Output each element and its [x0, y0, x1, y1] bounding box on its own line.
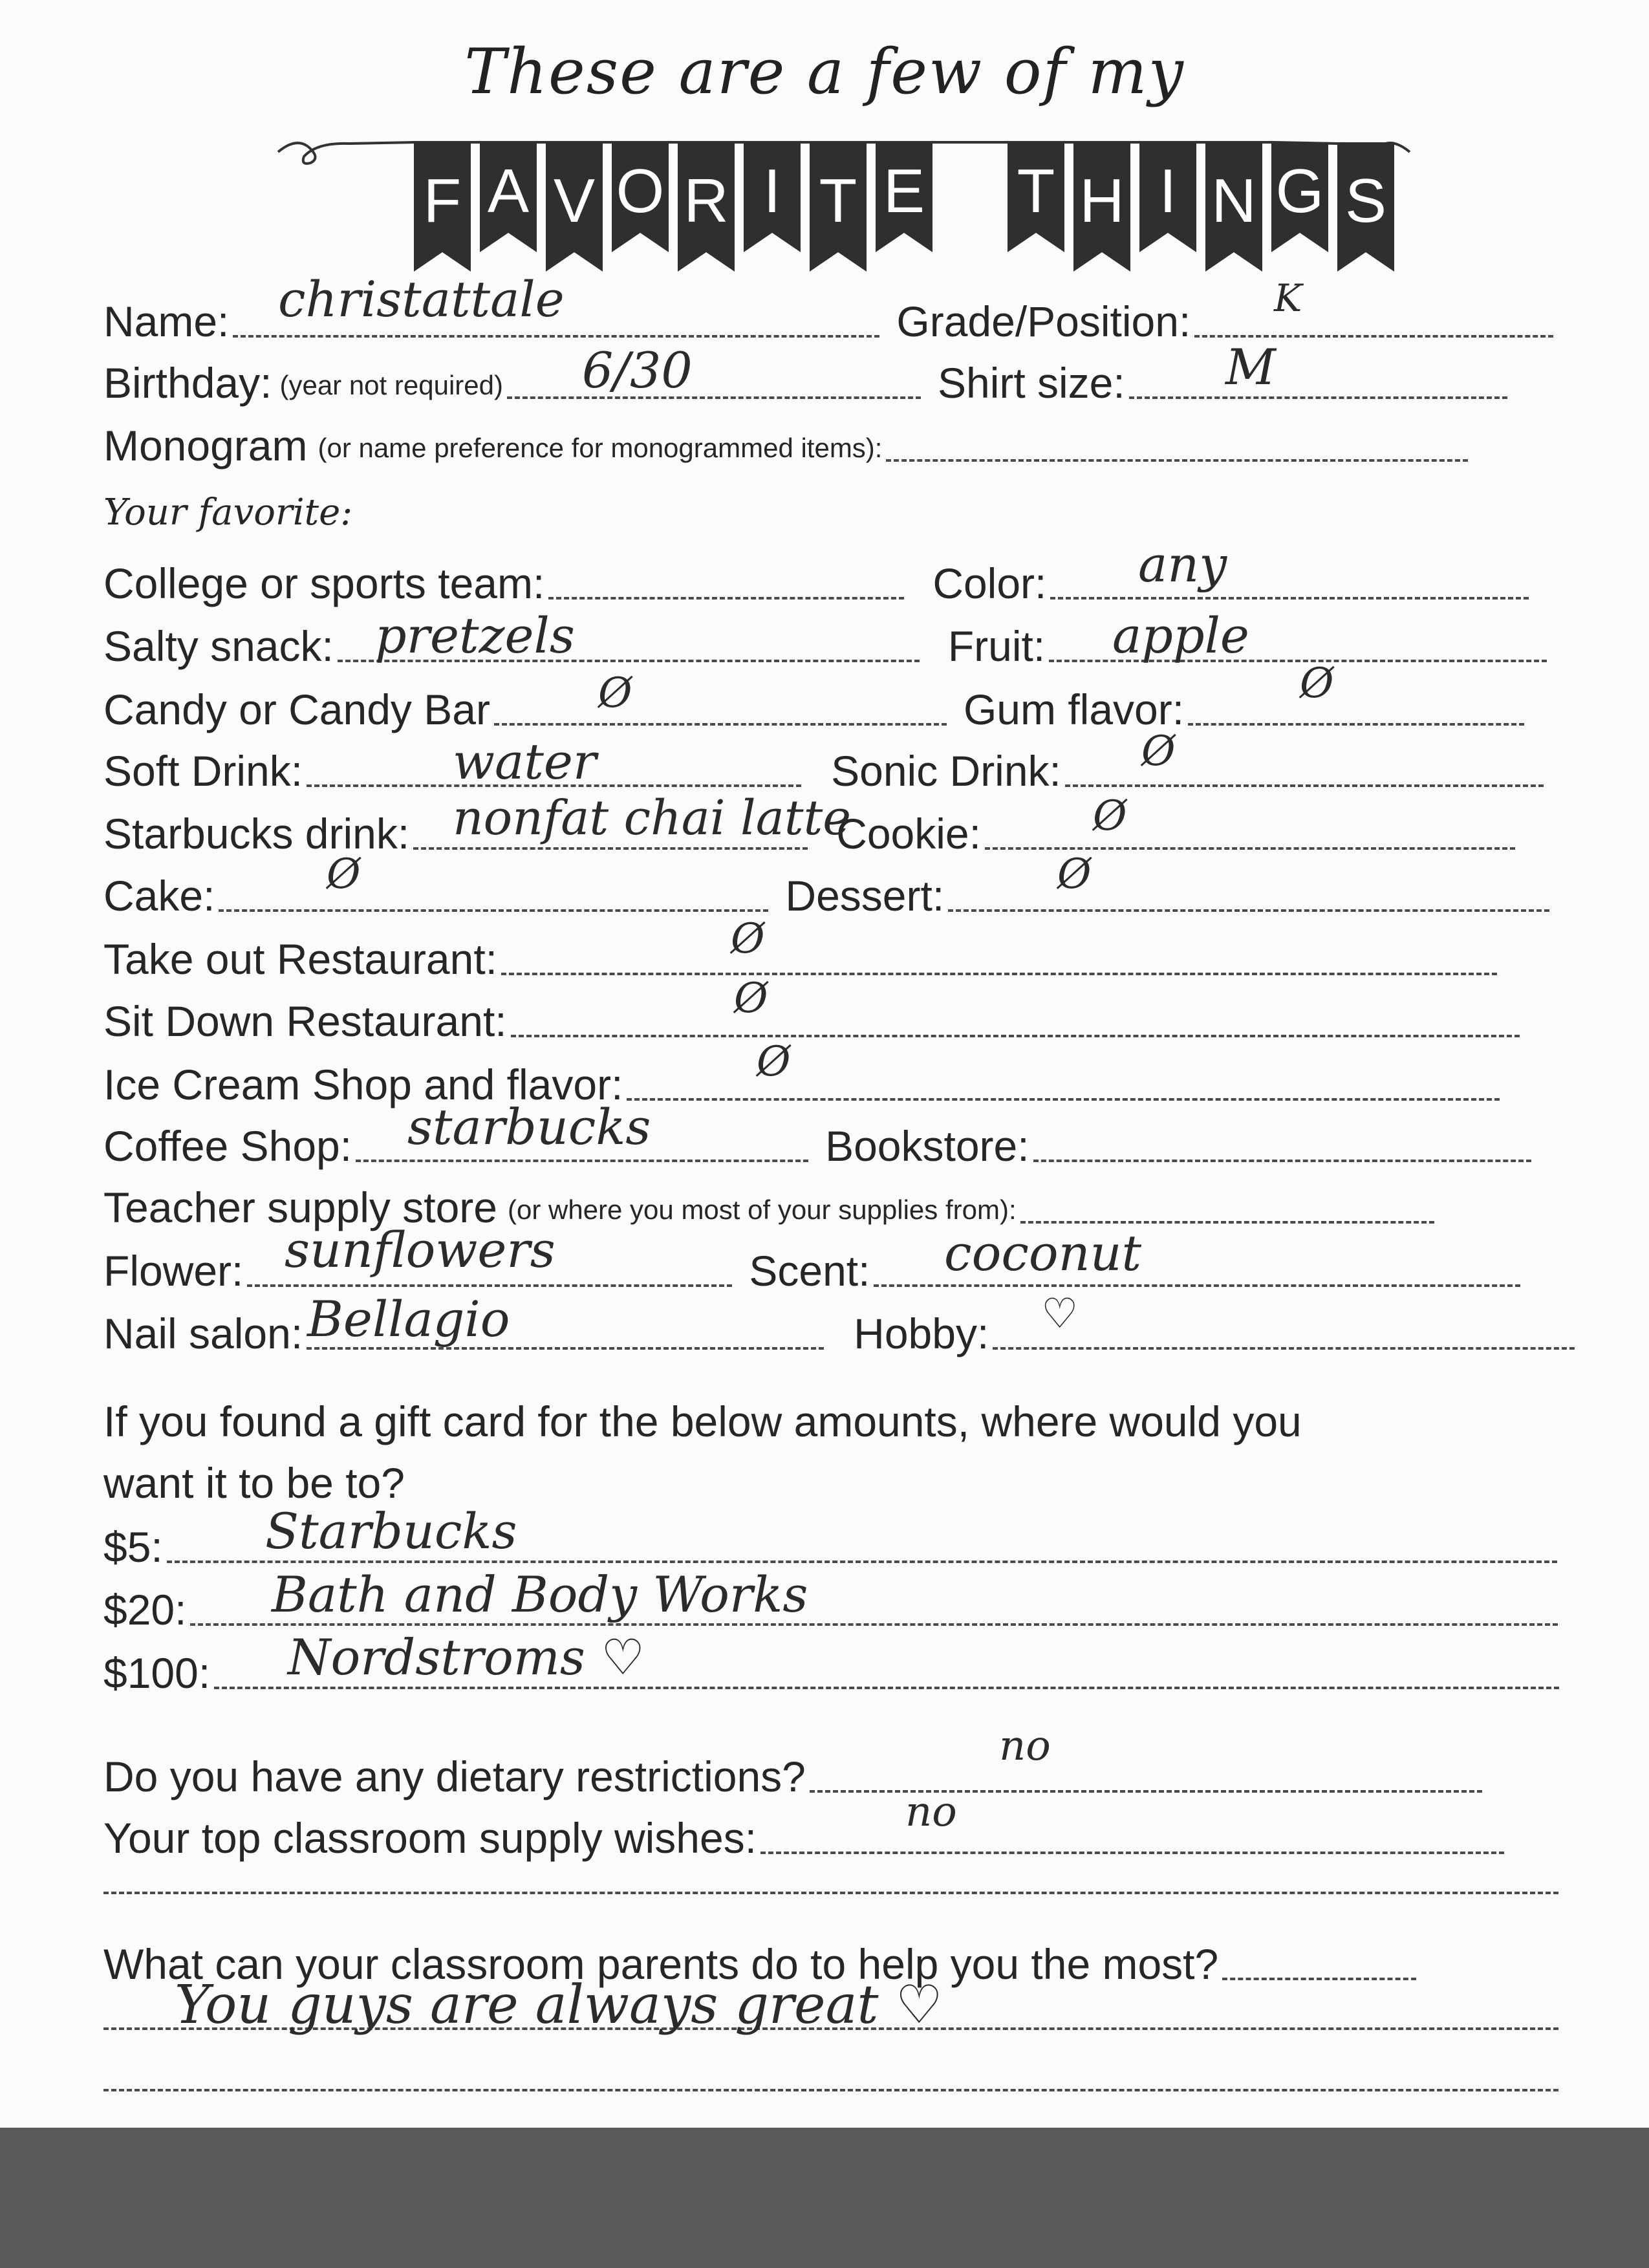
parents-label: What can your classroom parents do to help you the most?	[103, 1940, 1219, 1988]
row-coffee	[103, 1109, 1584, 1170]
banner-letter: T	[819, 166, 857, 235]
banner-letter: I	[763, 157, 781, 226]
grade-label: Grade/Position:	[896, 297, 1191, 345]
gift-5-value: Starbucks	[265, 1502, 517, 1560]
row-team	[103, 546, 1584, 605]
cake-input[interactable]	[219, 909, 768, 912]
supply-input-line2[interactable]	[103, 1892, 1558, 1894]
name-value: christattale	[278, 270, 565, 328]
your-favorite-heading: Your favorite:	[103, 491, 353, 534]
cake-value: Ø	[327, 850, 361, 898]
dietary-value: no	[999, 1722, 1051, 1770]
flower-label: Flower:	[103, 1247, 244, 1295]
flower-input[interactable]	[247, 1284, 732, 1287]
parents-input-line3[interactable]	[103, 2089, 1558, 2091]
birthday-label: Birthday:	[103, 359, 272, 407]
sonic-input[interactable]	[1065, 784, 1544, 787]
bookstore-label: Bookstore:	[825, 1122, 1029, 1170]
cake-label: Cake:	[103, 872, 215, 920]
hobby-value: ♡	[1041, 1290, 1079, 1338]
shirt-input[interactable]	[1129, 396, 1507, 399]
hobby-label: Hobby:	[854, 1310, 989, 1357]
grade-input[interactable]	[1194, 335, 1553, 338]
monogram-label: Monogram	[103, 422, 308, 470]
monogram-note: (or name preference for monogrammed items):	[318, 433, 883, 463]
team-label: College or sports team:	[103, 559, 545, 607]
dietary-label: Do you have any dietary restrictions?	[103, 1753, 806, 1800]
icecream-label: Ice Cream Shop and flavor:	[103, 1061, 623, 1108]
candy-input[interactable]	[494, 723, 947, 726]
coffee-label: Coffee Shop:	[103, 1122, 352, 1170]
gum-value: Ø	[1300, 660, 1334, 707]
grade-value: K	[1274, 276, 1302, 320]
dessert-value: Ø	[1057, 850, 1092, 898]
candy-label: Candy or Candy Bar	[103, 686, 490, 733]
favorite-things-banner	[272, 129, 1416, 285]
name-label: Name:	[103, 297, 230, 345]
gift-100-value: Nordstroms ♡	[288, 1628, 645, 1686]
coffee-input[interactable]	[356, 1160, 808, 1162]
hobby-input[interactable]	[993, 1347, 1575, 1350]
color-value: any	[1138, 535, 1227, 593]
row-supply	[103, 1801, 1584, 1862]
teacher-label: Teacher supply store	[103, 1183, 497, 1231]
icecream-input[interactable]	[627, 1098, 1500, 1101]
cookie-label: Cookie:	[836, 810, 981, 858]
row-icecream	[103, 1048, 1584, 1106]
salty-value: pretzels	[375, 607, 575, 664]
scent-input[interactable]	[874, 1284, 1520, 1287]
supply-input[interactable]	[760, 1852, 1504, 1854]
gift-100-input[interactable]	[214, 1687, 1559, 1689]
birthday-value: 6/30	[582, 341, 693, 399]
gift-20-label: $20:	[103, 1586, 187, 1634]
row-salty	[103, 609, 1584, 670]
takeout-input[interactable]	[501, 973, 1497, 975]
name-input[interactable]	[233, 335, 879, 338]
banner-letter: I	[1159, 157, 1177, 226]
cookie-value: Ø	[1093, 792, 1127, 840]
fruit-label: Fruit:	[947, 622, 1046, 670]
cookie-input[interactable]	[985, 847, 1515, 850]
gift-question-line2: want it to be to?	[103, 1459, 405, 1507]
parents-input[interactable]	[1222, 1978, 1416, 1980]
monogram-input[interactable]	[886, 459, 1468, 462]
birthday-input[interactable]	[507, 396, 921, 399]
dessert-label: Dessert:	[785, 872, 945, 920]
sitdown-input[interactable]	[511, 1035, 1520, 1037]
banner-letter: N	[1211, 166, 1256, 235]
banner-letter: E	[883, 157, 925, 226]
gum-input[interactable]	[1188, 723, 1524, 726]
row-birthday	[103, 341, 1578, 407]
shirt-label: Shirt size:	[937, 359, 1125, 407]
sitdown-label: Sit Down Restaurant:	[103, 997, 507, 1045]
row-sitdown	[103, 984, 1584, 1045]
gift-question-line1: If you found a gift card for the below amounts, where would you	[103, 1398, 1302, 1445]
banner-letter: F	[423, 166, 462, 235]
banner-letter: A	[487, 157, 530, 226]
script-title: These are a few of my	[464, 36, 1185, 108]
gift-20-value: Bath and Body Works	[272, 1566, 808, 1623]
takeout-value: Ø	[731, 915, 765, 963]
sonic-value: Ø	[1141, 728, 1176, 775]
gift-5-label: $5:	[103, 1523, 163, 1571]
row-soft	[103, 734, 1584, 795]
gift-20-input[interactable]	[190, 1623, 1558, 1626]
starbucks-input[interactable]	[413, 847, 808, 850]
row-teacher	[103, 1171, 1584, 1229]
icecream-value: Ø	[757, 1038, 791, 1086]
nail-value: Bellagio	[307, 1290, 510, 1348]
nail-label: Nail salon:	[103, 1310, 303, 1357]
bookstore-input[interactable]	[1033, 1160, 1531, 1162]
banner-letter: G	[1275, 157, 1324, 226]
teacher-input[interactable]	[1020, 1221, 1434, 1224]
coffee-value: starbucks	[407, 1098, 651, 1156]
scent-value: coconut	[944, 1224, 1142, 1282]
starbucks-label: Starbucks drink:	[103, 810, 410, 858]
candy-value: Ø	[598, 669, 632, 717]
color-input[interactable]	[1050, 597, 1529, 599]
fruit-value: apple	[1112, 607, 1249, 664]
soft-value: water	[453, 733, 597, 790]
row-monogram	[103, 409, 1578, 470]
banner-letter: H	[1079, 166, 1125, 235]
row-dietary	[103, 1740, 1584, 1798]
banner-letter: R	[684, 166, 729, 235]
teacher-note: (or where you most of your supplies from):	[508, 1194, 1017, 1225]
banner-letter: O	[616, 157, 665, 226]
banner-letter: S	[1344, 166, 1387, 235]
gum-label: Gum flavor:	[963, 686, 1185, 733]
color-label: Color:	[932, 559, 1047, 607]
sitdown-value: Ø	[734, 975, 768, 1022]
scent-label: Scent:	[749, 1247, 870, 1295]
gift-100-label: $100:	[103, 1649, 211, 1697]
soft-label: Soft Drink:	[103, 747, 303, 795]
row-cake	[103, 859, 1584, 920]
team-input[interactable]	[548, 597, 904, 599]
flower-value: sunflowers	[285, 1221, 555, 1279]
banner-letter: T	[1017, 157, 1055, 226]
parents-value: You guys are always great ♡	[175, 1974, 943, 2036]
supply-value: no	[905, 1788, 957, 1836]
gift-5-input[interactable]	[167, 1561, 1557, 1563]
salty-label: Salty snack:	[103, 622, 334, 670]
sonic-label: Sonic Drink:	[831, 747, 1061, 795]
takeout-label: Take out Restaurant:	[103, 935, 498, 983]
shirt-value: M	[1225, 338, 1276, 396]
supply-label: Your top classroom supply wishes:	[103, 1814, 757, 1862]
starbucks-value: nonfat chai latte	[453, 790, 852, 846]
dessert-input[interactable]	[948, 909, 1549, 912]
banner-letter: V	[553, 166, 596, 235]
birthday-note: (year not required)	[279, 370, 503, 400]
row-takeout	[103, 922, 1584, 983]
row-candy	[103, 669, 1584, 733]
